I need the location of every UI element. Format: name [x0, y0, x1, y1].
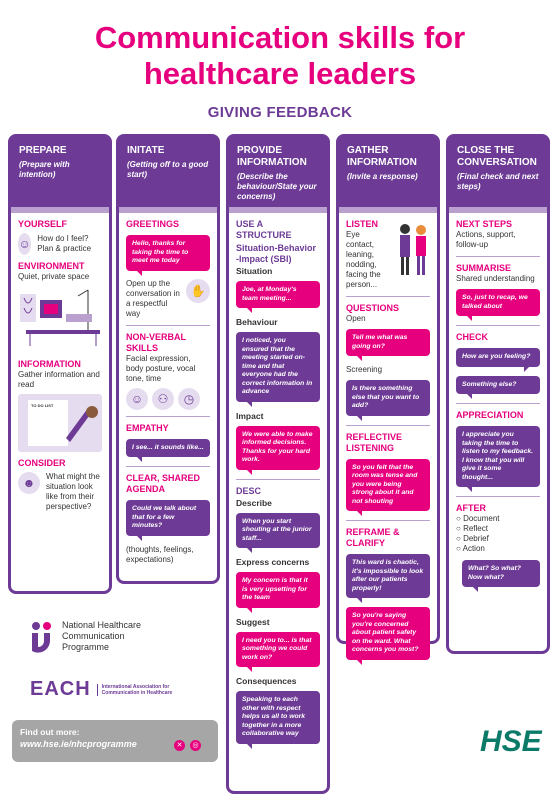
section-heading: INFORMATION [18, 359, 81, 369]
pen-hand-icon [62, 398, 102, 448]
speech-bubble: How are you feeling? [456, 348, 540, 367]
section-heading: REFLECTIVE LISTENING [346, 431, 403, 453]
speech-bubble: Joe, at Monday's team meeting... [236, 281, 320, 308]
provide-information-column: PROVIDE INFORMATION (Describe the behaviour/State your concerns) USE A STRUCTURE Situation-Behavior -Impact (SBI) Situation Joe, at Monday's team meeting... Behaviour I noticed, you ensured that the meeting started on-time and that everyone had the correct information in advance Impact We were able to make informed decisions. Thanks for your hard work. DESC Describe When you start shouting at the junior staff... Express concerns My concern is that it is very upsetting for the team Suggest I need you to... is that something we could work on? Consequences Speaking to each other with respect helps us all to work together in a more collaborative way [226, 134, 330, 794]
section-heading: USE A STRUCTURE [236, 219, 292, 240]
initiate-column: INITATE (Getting off to a good start) GREETINGS Hello, thanks for taking the time to meet me today Open up the conversation in a respectful way ✋ NON-VERBAL SKILLS Facial expression, body posture, vocal tone, time ☺ ⚇ ◷ EMPATHY I see... it sounds like... CLEAR, SHARED AGENDA Could we talk about that for a few minutes? (thoughts, feelings, expectations) [116, 134, 220, 584]
office-illustration-icon [18, 286, 108, 348]
two-people-listening-icon [396, 221, 430, 279]
speech-bubble: What? So what? Now what? [462, 560, 540, 587]
speech-bubble: So you felt that the room was tense and you were being strong about it and not shouting [346, 459, 430, 512]
website-link[interactable]: www.hse.ie/nhcprogramme [20, 739, 137, 749]
hse-logo: HSE [480, 725, 542, 758]
prepare-column: PREPARE (Prepare with intention) YOURSELF ☺ How do I feel? Plan & practice ENVIRONMENT Quiet, private space INFORMATION Gather information and read TO DO LIST CONSIDER ☻ What might the situation look like from their perspective? [8, 134, 112, 594]
person-head-icon: ☺ [18, 233, 31, 255]
nhcp-logo: National Healthcare Communication Programme [30, 620, 172, 653]
speech-bubble: We were able to make informed decisions. Thanks for your hard work. [236, 426, 320, 470]
after-item: ○ Reflect [456, 524, 488, 533]
nhcp-logo-icon [30, 621, 54, 653]
speech-bubble: Is there something else that you want to add? [346, 380, 430, 416]
section-heading: ENVIRONMENT [18, 261, 85, 271]
speech-bubble: This ward is chaotic, it's impossible to look after our patients properly! [346, 554, 430, 598]
people-talking-icon: ⚇ [152, 388, 174, 410]
speech-bubble: My concern is that it is very upsetting for the team [236, 572, 320, 608]
speech-bubble: Something else? [456, 376, 540, 395]
speech-bubble: Could we talk about that for a few minutes? [126, 500, 210, 536]
clock-icon: ◷ [178, 388, 200, 410]
section-heading: REFRAME & CLARIFY [346, 527, 400, 548]
section-heading: Situation-Behavior -Impact (SBI) [236, 243, 317, 264]
column-header: CLOSE THE CONVERSATION (Final check and next steps) [449, 137, 547, 207]
section-heading: AFTER [456, 503, 486, 513]
page-subtitle: GIVING FEEDBACK [207, 104, 353, 121]
section-heading: APPRECIATION [456, 410, 524, 420]
section-heading: NEXT STEPS [456, 219, 513, 229]
section-heading: LISTEN [346, 219, 379, 229]
find-out-more-box: Find out more: www.hse.ie/nhcprogramme ✕ ◎ [12, 720, 218, 762]
page-title: Communication skills for healthcare leaders [94, 20, 466, 91]
after-item: ○ Action [456, 544, 485, 553]
speech-bubble: Tell me what was going on? [346, 329, 430, 356]
section-heading: QUESTIONS [346, 303, 400, 313]
speech-bubble: I appreciate you taking the time to listen to my feedback. I know that you will give it some thought... [456, 426, 540, 487]
gather-information-column: GATHER INFORMATION (Invite a response) LISTEN Eye contact, leaning, nodding, facing the person... QUESTIONS Open Tell me what was going on? Screening Is there something else that you want to add? REFLECTIVE LISTENING So you felt that the room was tense and you were being strong about it and not shouting REFRAME & CLARIFY This ward is chaotic, it's impossible to look after our patients properly! So you're saying you're concerned about patient safety on the ward. What concerns you most? [336, 134, 440, 644]
section-heading: YOURSELF [18, 219, 68, 229]
handshake-icon: ✋ [186, 279, 210, 303]
speech-bubble: I need you to... is that something we could work on? [236, 632, 320, 668]
section-heading: CONSIDER [18, 458, 66, 468]
speech-bubble: Hello, thanks for taking the time to meet me today [126, 235, 210, 271]
after-item: ○ Debrief [456, 534, 489, 543]
speech-bubble: So you're saying you're concerned about patient safety on the ward. What concerns you most? [346, 607, 430, 660]
x-social-icon[interactable]: ✕ [174, 740, 185, 751]
speech-bubble: I noticed, you ensured that the meeting started on-time and that everyone had the correct information in advance [236, 332, 320, 402]
section-heading: NON-VERBAL SKILLS [126, 331, 186, 353]
face-icon: ☺ [126, 388, 148, 410]
instagram-icon[interactable]: ◎ [190, 740, 201, 751]
speech-bubble: Speaking to each other with respect helps us all to work together in a more collaborative way [236, 691, 320, 744]
todo-list-illustration: TO DO LIST [18, 394, 102, 452]
speech-bubble: When you start shouting at the junior staff... [236, 513, 320, 549]
section-heading: CLEAR, SHARED AGENDA [126, 473, 201, 494]
section-heading: GREETINGS [126, 219, 180, 229]
close-conversation-column: CLOSE THE CONVERSATION (Final check and next steps) NEXT STEPS Actions, support, follow-up SUMMARISE Shared understanding So, just to recap, we talked about CHECK How are you feeling? Something else? APPRECIATION I appreciate you taking the time to listen to my feedback. I know that you will give it some thought... AFTER ○ Document ○ Reflect ○ Debrief ○ Action What? So what? Now what? [446, 134, 550, 654]
section-heading: CHECK [456, 332, 489, 342]
speech-bubble: So, just to recap, we talked about [456, 289, 540, 316]
section-heading: DESC [236, 485, 262, 496]
column-header: INITATE (Getting off to a good start) [119, 137, 217, 207]
column-header: PROVIDE INFORMATION (Describe the behaviour/State your concerns) [229, 137, 327, 207]
each-logo: EACH International Association for Communication in Healthcare [30, 678, 177, 701]
section-heading: SUMMARISE [456, 263, 512, 273]
column-header: GATHER INFORMATION (Invite a response) [339, 137, 437, 207]
speech-bubble: I see... it sounds like... [126, 439, 210, 458]
person-thinking-icon: ☻ [18, 472, 40, 494]
column-header: PREPARE (Prepare with intention) [11, 137, 109, 207]
section-heading: EMPATHY [126, 422, 169, 433]
after-item: ○ Document [456, 514, 500, 523]
after-list [456, 514, 540, 554]
